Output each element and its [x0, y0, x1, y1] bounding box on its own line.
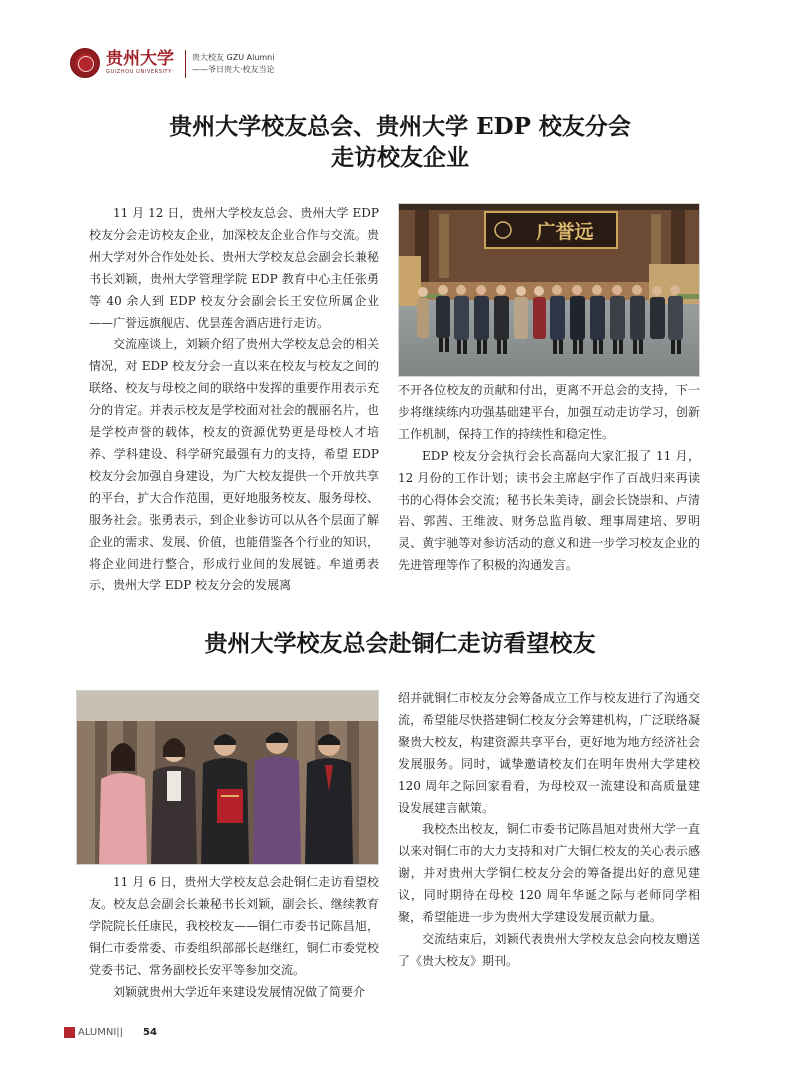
article1-paragraph: 11 月 12 日，贵州大学校友总会、贵州大学 EDP 校友分会走访校友企业，加深校友企业合作与交流。贵州大学对外合作处处长、贵州大学校友总会副会长兼秘书长刘颖，贵州大学管理学院 EDP 教育中心主任张勇等 40 余人到 EDP 校友分会副会长王安位所属企业——广誉远旗舰店、优昙莲舍酒店进行走访。: [89, 206, 379, 330]
article2-paragraph: 绍并就铜仁市校友分会筹备成立工作与校友进行了沟通交流，希望能尽快搭建铜仁校友分会筹建机构，广泛联络凝聚贵大校友，构建资源共享平台，更好地为地方经济社会发展服务。同时，诚挚邀请校友们在明年贵州大学建校 120 周年之际回家看看，为母校双一流建设和高质量建设发展建言献策。: [398, 691, 700, 815]
article2-left-column: [89, 872, 379, 1003]
article2-paragraph: 刘颖就贵州大学近年来建设发展情况做了简要介: [113, 984, 366, 999]
magazine-slogan: ——爷日贵大·校友当论: [192, 65, 275, 74]
article2-paragraph: 我校杰出校友，铜仁市委书记陈昌旭对贵州大学一直以来对铜仁市的大力支持和对广大铜仁校友的关心表示感谢，并对贵州大学铜仁校友分会的筹备提出好的意见建议，同时期待在母校 120 周年华诞之际与老师同学相聚，希望能进一步为贵州大学建设发展贡献力量。: [398, 822, 700, 925]
article1-title-line1: 贵州大学校友总会、贵州大学 EDP 校友分会: [169, 113, 631, 140]
page-number: 54: [143, 1027, 157, 1038]
university-seal-icon: [70, 48, 100, 78]
article1-left-column: [89, 203, 379, 597]
article1-paragraph: 不开各位校友的贡献和付出，更离不开总会的支持，下一步将继续练内功强基础建平台，加强互动走访学习，创新工作机制，保持工作的持续性和稳定性。: [398, 383, 700, 441]
five-people-photo: [77, 691, 379, 865]
article1-title-line2: 走访校友企业: [331, 144, 469, 171]
article2-paragraph: 交流结束后，刘颖代表贵州大学校友总会向校友赠送了《贵大校友》期刊。: [398, 931, 700, 968]
logo-subtext: GUIZHOU UNIVERSITY: [106, 69, 172, 75]
article2-title: 贵州大学校友总会赴铜仁走访看望校友: [204, 630, 596, 657]
article1-right-column: [398, 380, 700, 577]
article2-paragraph: 11 月 6 日，贵州大学校友总会赴铜仁走访看望校友。校友总会副会长兼秘书长刘颖，副会长、继续教育学院院长任康民，我校校友——铜仁市委书记陈昌旭，铜仁市委常委、市委组织部部长赵继红，铜仁市委党校党委书记、常务副校长安平等参加交流。: [89, 875, 379, 977]
university-logo: [106, 50, 182, 75]
page-header: [70, 46, 330, 88]
article2-right-column: [398, 688, 700, 973]
header-divider: [185, 50, 186, 78]
footer-square-icon: [64, 1027, 75, 1038]
article1-paragraph: 交流座谈上，刘颖介绍了贵州大学校友总会的相关情况，对 EDP 校友分会一直以来在校友与校友之间的联络、校友与母校之间的联络中发挥的重要作用表示充分的肯定。并表示校友是学校面对社会的靓丽名片，也是学校声誉的载体，校友的资源优势更是母校人才培养、学科建设、科学研究最强有力的支持，希望 EDP 校友分会加强自身建设，为广大校友提供一个开放共享的平台，扩大合作范围，更好地服务校友、服务母校、服务社会。张勇表示，到企业参访可以从各个层面了解企业的需求、发展、价值，也能借鉴各个行业的知识，将企业间进行整合，形成行业间的发展链。牟道勇表示，贵州大学 EDP 校友分会的发展离: [89, 337, 379, 593]
magazine-masthead: [192, 52, 275, 75]
magazine-name: 贵大校友 GZU Alumni: [192, 53, 275, 62]
article1-title: [140, 111, 660, 173]
article1-photo: [398, 203, 700, 377]
group-photo-storefront: [399, 204, 700, 377]
article2-photo: [76, 690, 379, 865]
storefront-sign: 广誉远: [536, 221, 594, 243]
logo-text: 贵州大学: [106, 49, 174, 69]
article1-paragraph: EDP 校友分会执行会长高磊向大家汇报了 11 月，12 月份的工作计划；读书会主席赵宇作了百战归来再读书的心得体会交流；秘书长朱美诗，副会长饶崇和、卢清岩、郭茜、王维波、财务总监肖敏、理事周建培、罗明灵、黄宇驰等对参访活动的意义和进一步学习校友企业的先进管理等作了积极的沟通发言。: [398, 448, 700, 573]
footer-label: ALUMNI||: [78, 1027, 124, 1038]
